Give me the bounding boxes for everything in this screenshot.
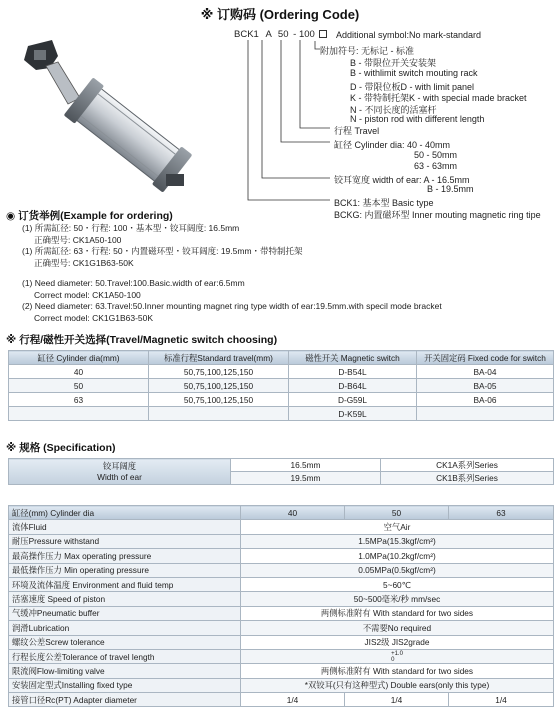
table-row bbox=[9, 459, 554, 472]
table-cell: 5~60℃ bbox=[241, 577, 554, 591]
table-row bbox=[9, 534, 554, 548]
note-d: D - 带限位板D - with limit panel bbox=[350, 82, 475, 92]
table-cell: 安装固定型式Installing fixed type bbox=[9, 678, 241, 692]
table-cell: 螺纹公差Screw tolerance bbox=[9, 635, 241, 649]
code-dash: - bbox=[293, 29, 297, 40]
table-cell: 1.5MPa(15.3kgf/cm²) bbox=[241, 534, 554, 548]
example-block: (1) 所需缸径: 50・行程: 100・基本型・铰耳阔度: 16.5mm 正确型号: CK1A50-100 (1) 所需缸径: 63・行程: 50・内置磁环型・铰耳阔度: 19.5mm・带特制托架 正确型号: CK1G1B63-50K (1) Need diameter: 50.Travel:100.Basic.width of ear:6.5mm Correct model: CK1A50-100 (2) Need diameter: 63.Travel:50.Inner mounting magnet ring type width of ear:19.5mm.with specil mode bracket Correct model: CK1G1B63-50K bbox=[22, 223, 442, 323]
table-cell: D-B54L bbox=[289, 365, 417, 379]
table-row bbox=[9, 693, 554, 707]
note-bore-50: 50 - 50mm bbox=[414, 150, 458, 160]
table-cell: 最低操作压力 Min operating pressure bbox=[9, 563, 241, 577]
table-cell: D-G59L bbox=[289, 393, 417, 407]
table-cell: 最高操作压力 Max operating pressure bbox=[9, 549, 241, 563]
table-cell: 50~500毫米/秒 mm/sec bbox=[241, 592, 554, 606]
note-additional: Additional symbol:No mark-standard bbox=[336, 30, 482, 40]
note-b-cn: B - 带限位开关安装架 bbox=[350, 58, 437, 68]
code-bore: 50 bbox=[277, 29, 289, 40]
travel-tolerance: +1.0 0 bbox=[391, 650, 403, 663]
table-cell: 环境及流体温度 Environment and fluid temp bbox=[9, 577, 241, 591]
table-row bbox=[9, 649, 554, 663]
table-cell: JIS2级 JIS2grade bbox=[241, 635, 554, 649]
table-cell: 16.5mm bbox=[231, 459, 381, 472]
table-cell bbox=[9, 407, 149, 421]
table-cell: BA-05 bbox=[417, 379, 554, 393]
table-row bbox=[9, 520, 554, 534]
travel-heading: ※ 行程/磁性开关选择(Travel/Magnetic switch choosing) bbox=[6, 334, 278, 346]
table-cell bbox=[149, 407, 289, 421]
table-row bbox=[9, 678, 554, 692]
table-cell: 不需要No required bbox=[241, 621, 554, 635]
table-row bbox=[9, 407, 554, 421]
table-row bbox=[9, 365, 554, 379]
table-cell: *双铰耳(只有这种型式) Double ears(only this type) bbox=[241, 678, 554, 692]
spec-heading: ※ 规格 (Specification) bbox=[6, 442, 116, 454]
table-cell bbox=[9, 459, 231, 485]
table-row bbox=[9, 577, 554, 591]
table-cell: 限流阀Flow-limiting valve bbox=[9, 664, 241, 678]
table-cell: 润滑Lubrication bbox=[9, 621, 241, 635]
table-cell: 两侧标准附有 With standard for two sides bbox=[241, 606, 554, 620]
table-cell: 0.05MPa(0.5kgf/cm²) bbox=[241, 563, 554, 577]
table-row bbox=[9, 664, 554, 678]
table-cell: 50,75,100,125,150 bbox=[149, 365, 289, 379]
table-cell: BA-06 bbox=[417, 393, 554, 407]
note-bck1: BCK1: 基本型 Basic type bbox=[334, 198, 434, 208]
table-cell: 流体Fluid bbox=[9, 520, 241, 534]
table-cell: 1.0MPa(10.2kgf/cm²) bbox=[241, 549, 554, 563]
table-cell: 气缓冲Pneumatic buffer bbox=[9, 606, 241, 620]
table-cell: 63 bbox=[9, 393, 149, 407]
table-cell: 行程长度公差Tolerance of travel length bbox=[9, 649, 241, 663]
table-cell: 50 bbox=[9, 379, 149, 393]
ear-label-en: Width of ear bbox=[97, 471, 142, 482]
code-option-box bbox=[319, 30, 327, 38]
note-additional-cn: 附加符号: 无标记 - 标准 bbox=[320, 46, 414, 56]
table-cell: 磁性开关 Magnetic switch bbox=[289, 351, 417, 365]
note-bore-63: 63 - 63mm bbox=[414, 161, 458, 171]
table-cell: 开关固定码 Fixed code for switch bbox=[417, 351, 554, 365]
code-travel: 100 bbox=[298, 29, 315, 40]
table-cell: CK1B系列Series bbox=[381, 472, 554, 485]
note-n-cn: N - 不同长度的活塞杆 bbox=[350, 105, 437, 115]
code-ear: A bbox=[265, 29, 272, 40]
note-b-en: B - withlimit switch mouting rack bbox=[350, 68, 478, 78]
table-cell: D-K59L bbox=[289, 407, 417, 421]
example-heading: ◉ 订货举例(Example for ordering) bbox=[6, 210, 173, 222]
note-ear-a: 铰耳宽度 width of ear: A - 16.5mm bbox=[334, 175, 470, 185]
table-row bbox=[9, 635, 554, 649]
table-cell: 19.5mm bbox=[231, 472, 381, 485]
travel-table bbox=[8, 350, 554, 421]
table-cell: 耐压Pressure withstand bbox=[9, 534, 241, 548]
table-cell: 缸径 Cylinder dia(mm) bbox=[9, 351, 149, 365]
ear-label-cn: 铰耳阔度 bbox=[102, 460, 137, 471]
table-cell: 空气Air bbox=[241, 520, 554, 534]
table-row bbox=[9, 393, 554, 407]
table-cell: 1/4 bbox=[345, 693, 449, 707]
table-cell: D-B64L bbox=[289, 379, 417, 393]
table-cell bbox=[241, 649, 554, 663]
table-cell: 标准行程Standard travel(mm) bbox=[149, 351, 289, 365]
table-row bbox=[9, 592, 554, 606]
note-bckg: BCKG: 内置磁环型 Inner mouting magnetic ring tipe bbox=[334, 210, 541, 220]
note-n-en: N - piston rod with different length bbox=[350, 114, 485, 124]
note-ear-b: B - 19.5mm bbox=[427, 184, 474, 194]
note-travel: 行程 Travel bbox=[334, 126, 380, 136]
table-row bbox=[9, 606, 554, 620]
table-cell: 两侧标准附有 With standard for two sides bbox=[241, 664, 554, 678]
table-cell: 接管口径Rc(PT) Adapter diameter bbox=[9, 693, 241, 707]
table-row bbox=[9, 621, 554, 635]
table-cell bbox=[417, 407, 554, 421]
cylinder-image bbox=[6, 36, 206, 196]
table-cell: 40 bbox=[241, 506, 345, 520]
table-cell: 50,75,100,125,150 bbox=[149, 379, 289, 393]
code-series: BCK1 bbox=[234, 29, 259, 40]
table-cell: 活塞速度 Speed of piston bbox=[9, 592, 241, 606]
table-cell: CK1A系列Series bbox=[381, 459, 554, 472]
ordering-code bbox=[234, 29, 327, 40]
spec-table bbox=[8, 505, 554, 707]
table-row bbox=[9, 506, 554, 520]
table-row bbox=[9, 379, 554, 393]
ear-width-table bbox=[8, 458, 554, 485]
table-cell: 1/4 bbox=[449, 693, 554, 707]
table-row bbox=[9, 351, 554, 365]
table-cell: 40 bbox=[9, 365, 149, 379]
table-cell: 1/4 bbox=[241, 693, 345, 707]
table-row bbox=[9, 563, 554, 577]
table-row bbox=[9, 549, 554, 563]
note-bore-40: 缸径 Cylinder dia: 40 - 40mm bbox=[334, 140, 451, 150]
table-cell: 63 bbox=[449, 506, 554, 520]
table-cell: 50,75,100,125,150 bbox=[149, 393, 289, 407]
table-cell: 50 bbox=[345, 506, 449, 520]
page-title: ※ 订购码 (Ordering Code) bbox=[200, 7, 360, 22]
table-cell: 缸径(mm) Cylinder dia bbox=[9, 506, 241, 520]
table-cell: BA-04 bbox=[417, 365, 554, 379]
note-k: K - 带特制托架K - with special made bracket bbox=[350, 93, 527, 103]
